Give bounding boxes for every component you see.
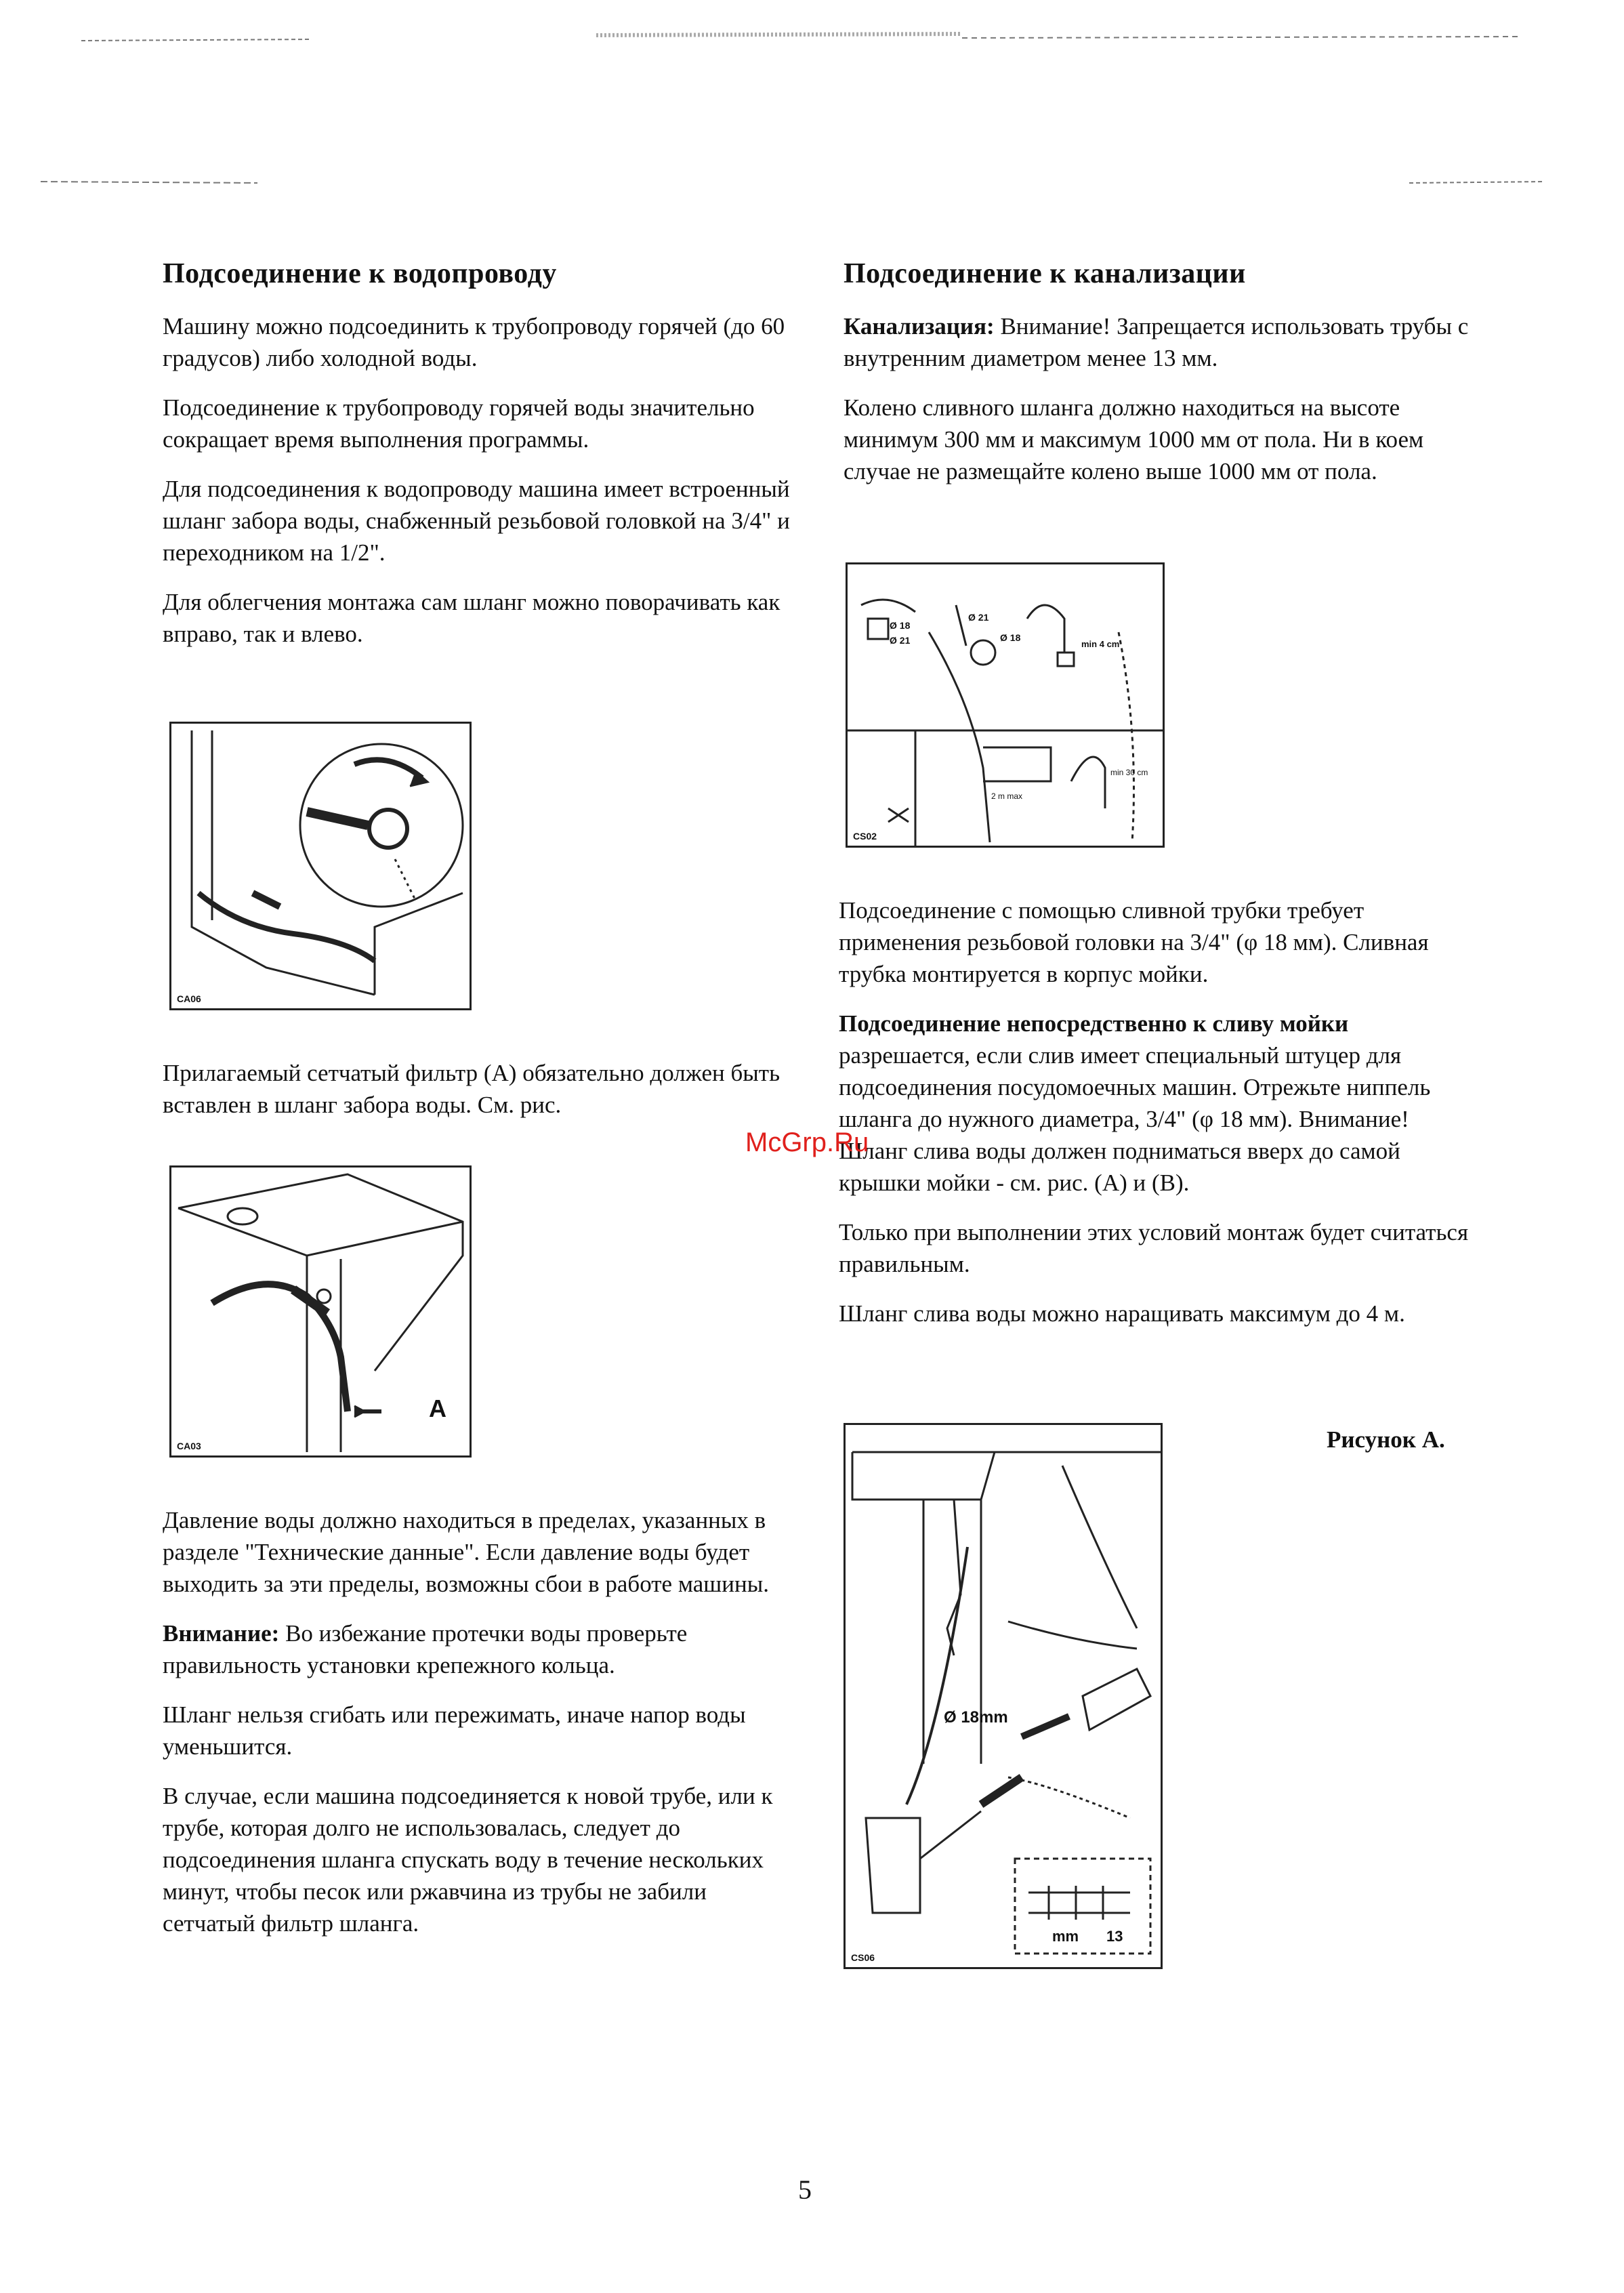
- right-paragraph-5: Только при выполнении этих условий монтаж будет считаться правильным.: [839, 1219, 1469, 1277]
- left-paragraph-6: Давление воды должно находиться в пределах, указанных в разделе "Технические данные". Если давление воды будет выходить за эти пределы, возможны сбои в работе машины.: [163, 1507, 769, 1597]
- figure-code: CA06: [177, 993, 201, 1004]
- min-30-label: min 30 cm: [1110, 768, 1148, 777]
- page-number: 5: [798, 2174, 812, 2205]
- left-paragraph-3: Для подсоединения к водопроводу машина имеет встроенный шланг забора воды, снабженный резьбовой головкой на 3/4" и переходником на 1/2".: [163, 476, 790, 566]
- figure-inlet-hose: [169, 722, 472, 1010]
- figure-drain-options: [846, 562, 1165, 848]
- watermark: McGrp.Ru: [745, 1128, 869, 1157]
- dia-label-1: Ø 18: [890, 620, 911, 631]
- sink-connection-label: Подсоединение непосредственно к сливу мойки: [839, 1010, 1349, 1037]
- figure-filter-a: [169, 1165, 472, 1458]
- left-paragraph-4: Для облегчения монтажа сам шланг можно поворачивать как вправо, так и влево.: [163, 589, 780, 647]
- figure-a-caption: Рисунок А.: [1327, 1426, 1445, 1453]
- water-supply-heading: Подсоединение к водопроводу: [163, 258, 557, 289]
- figure-code: CA03: [177, 1441, 201, 1451]
- inlet-hose-drawing: [171, 724, 470, 1008]
- filter-drawing: [171, 1168, 470, 1455]
- pressure-notes: [163, 1504, 793, 1957]
- dia-label-4: Ø 18: [1000, 632, 1021, 643]
- right-column: [844, 257, 1480, 505]
- sink-connection-drawing: [846, 1425, 1161, 1967]
- scan-noise: [0, 14, 1624, 190]
- right-paragraph-6: Шланг слива воды можно наращивать максимум до 4 м.: [839, 1300, 1405, 1327]
- figure-code: CS06: [851, 1952, 875, 1963]
- attention-label: Внимание:: [163, 1620, 280, 1647]
- right-paragraph-4: [839, 1008, 1482, 1199]
- left-paragraph-5: Прилагаемый сетчатый фильтр (А) обязательно должен быть вставлен в шланг забора воды. См. рис.: [163, 1060, 780, 1118]
- diameter-label: Ø 18mm: [944, 1708, 1008, 1727]
- right-paragraph-1: [844, 310, 1480, 374]
- left-paragraph-7: [163, 1617, 793, 1681]
- left-column: [163, 257, 793, 667]
- right-paragraph-3: Подсоединение с помощью сливной трубки требует применения резьбовой головки на 3/4" (φ 18 мм). Сливная трубка монтируется в корпус мойки.: [839, 897, 1429, 987]
- max-length-label: 2 m max: [991, 791, 1023, 801]
- drain-heading: Подсоединение к канализации: [844, 258, 1246, 289]
- left-paragraph-2: Подсоединение к трубопроводу горячей воды значительно сокращает время выполнения программы.: [163, 394, 755, 453]
- drain-label: Канализация:: [844, 313, 995, 339]
- drain-instructions: [839, 894, 1482, 1347]
- mm-label: mm: [1052, 1928, 1079, 1945]
- left-paragraph-1: Машину можно подсоединить к трубопроводу горячей (до 60 градусов) либо холодной воды.: [163, 313, 785, 371]
- left-paragraph-8: Шланг нельзя сгибать или пережимать, иначе напор воды уменьшится.: [163, 1701, 746, 1760]
- left-paragraph-9: В случае, если машина подсоединяется к новой трубе, или к трубе, которая долго не использовалась, следует до подсоединения шланга спускать воду в течение нескольких минут, чтобы песок или ржавчина из трубы не забили сетчатый фильтр шланга.: [163, 1783, 773, 1937]
- figure-sink-connection: [844, 1423, 1163, 1969]
- figure-code: CS02: [853, 831, 877, 842]
- min-height-label: min 4 cm: [1081, 639, 1120, 649]
- attention-text: Во избежание протечки воды проверьте правильность установки крепежного кольца.: [163, 1620, 688, 1678]
- filter-note: [163, 1057, 793, 1138]
- right-paragraph-2: Колено сливного шланга должно находиться на высоте минимум 300 мм и максимум 1000 мм от пола. Ни в коем случае не размещайте колено выше 1000 мм от пола.: [844, 394, 1424, 484]
- sink-connection-text: разрешается, если слив имеет специальный штуцер для подсоединения посудомоечных машин. Отрежьте ниппель шланга до нужного диаметра, 3/4" (φ 18 мм). Внимание! Шланг слива воды должен подниматься вверх до самой крышки мойки - см. рис. (А) и (В).: [839, 1042, 1431, 1196]
- dia-label-2: Ø 21: [890, 635, 911, 646]
- filter-label-a: A: [429, 1395, 446, 1422]
- drain-options-drawing: [848, 564, 1163, 846]
- thirteen-label: 13: [1106, 1928, 1123, 1945]
- drain-warning-text: Внимание! Запрещается использовать трубы с внутренним диаметром менее 13 мм.: [844, 313, 1469, 371]
- dia-label-3: Ø 21: [968, 612, 989, 623]
